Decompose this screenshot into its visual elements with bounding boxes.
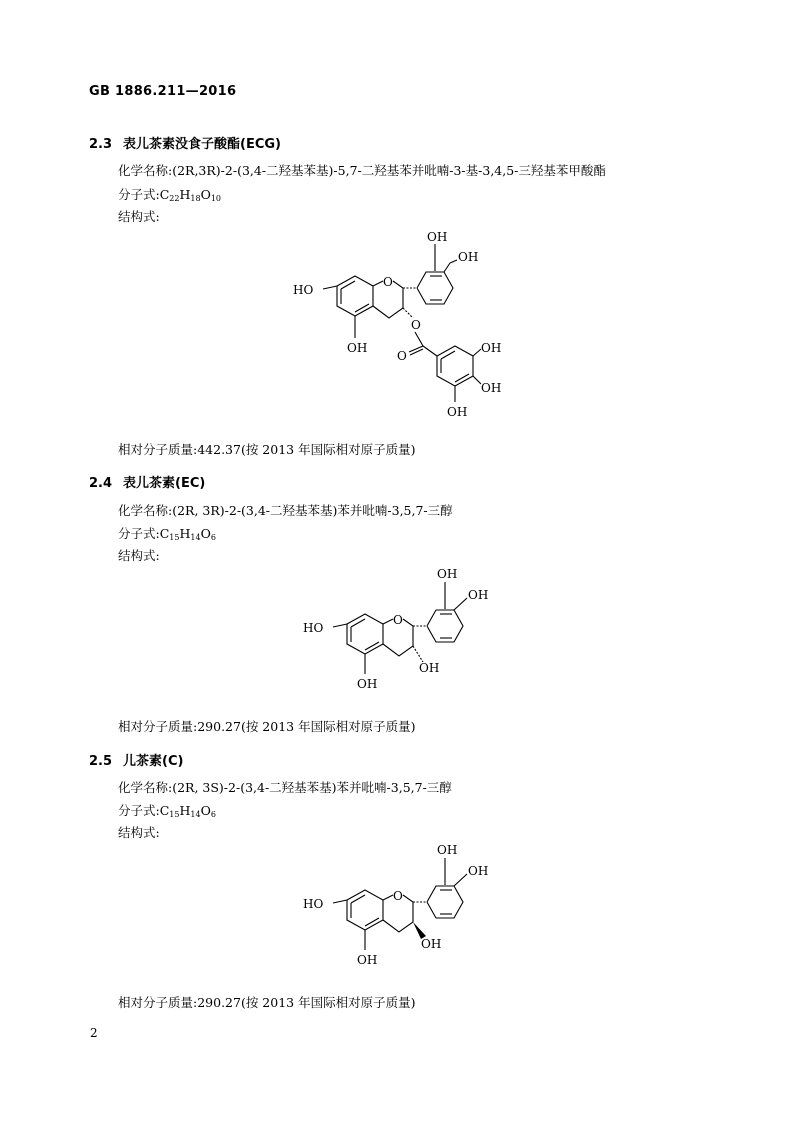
chemical-name: 化学名称:(2R, 3R)-2-(3,4-二羟基苯基)苯并吡喃-3,5,7-三醇 xyxy=(118,503,453,518)
standard-header: GB 1886.211—2016 xyxy=(89,84,237,99)
oh-label: OH xyxy=(447,405,468,419)
oh-label: OH xyxy=(357,677,378,691)
structure-label: 结构式: xyxy=(118,825,160,840)
page-number: 2 xyxy=(90,1026,98,1040)
structure-label: 结构式: xyxy=(118,209,160,224)
section-title: 儿茶素(C) xyxy=(123,754,184,769)
section-heading-c xyxy=(89,750,183,769)
oh-label: OH xyxy=(427,230,448,244)
carbonyl-oxygen-label: O xyxy=(397,349,407,363)
molecular-mass: 相对分子质量:442.37(按 2013 年国际相对原子质量) xyxy=(118,442,416,457)
section-title: 表儿茶素没食子酸酯(ECG) xyxy=(123,137,281,152)
chemical-name: 化学名称:(2R, 3S)-2-(3,4-二羟基苯基)苯并吡喃-3,5,7-三醇 xyxy=(118,780,452,795)
oh-label: OH xyxy=(357,953,378,967)
ring-oxygen-label: O xyxy=(383,275,393,289)
section-heading-ecg xyxy=(89,133,281,152)
oh-label: OH xyxy=(481,341,502,355)
ec-structure-diagram xyxy=(295,562,505,702)
section-number: 2.4 xyxy=(89,476,113,491)
ester-oxygen-label: O xyxy=(411,318,421,332)
oh-label: OH xyxy=(458,250,479,264)
section-number: 2.5 xyxy=(89,754,113,769)
ring-oxygen-label: O xyxy=(393,613,403,627)
section-heading-ec xyxy=(89,472,205,491)
chemical-name: 化学名称:(2R,3R)-2-(3,4-二羟基苯基)-5,7-二羟基苯并吡喃-3-基-3,4,5-三羟基苯甲酸酯 xyxy=(118,163,606,178)
oh-label: OH xyxy=(468,588,489,602)
molecular-formula: 分子式$:C_{15}H_{14}O_6$ xyxy=(118,803,216,819)
section-number: 2.3 xyxy=(89,137,113,152)
oh-label: OH xyxy=(437,843,458,857)
ho-label: HO xyxy=(303,897,324,911)
molecular-formula: 分子式$:C_{15}H_{14}O_6$ xyxy=(118,526,216,542)
molecular-formula: 分子式$:C_{22}H_{18}O_{10}$ xyxy=(118,187,222,203)
oh-label: OH xyxy=(481,381,502,395)
oh-label: OH xyxy=(468,864,489,878)
structure-label: 结构式: xyxy=(118,548,160,563)
oh-label: OH xyxy=(347,341,368,355)
ring-oxygen-label: O xyxy=(393,889,403,903)
oh-label: OH xyxy=(437,567,458,581)
ho-label: HO xyxy=(293,283,314,297)
molecular-mass: 相对分子质量:290.27(按 2013 年国际相对原子质量) xyxy=(118,719,416,734)
ho-label: HO xyxy=(303,621,324,635)
oh-label: OH xyxy=(421,937,442,951)
molecular-mass: 相对分子质量:290.27(按 2013 年国际相对原子质量) xyxy=(118,995,416,1010)
catechin-structure-diagram xyxy=(295,838,505,978)
ecg-structure-diagram xyxy=(285,224,515,424)
oh-label: OH xyxy=(419,661,440,675)
section-title: 表儿茶素(EC) xyxy=(123,476,206,491)
